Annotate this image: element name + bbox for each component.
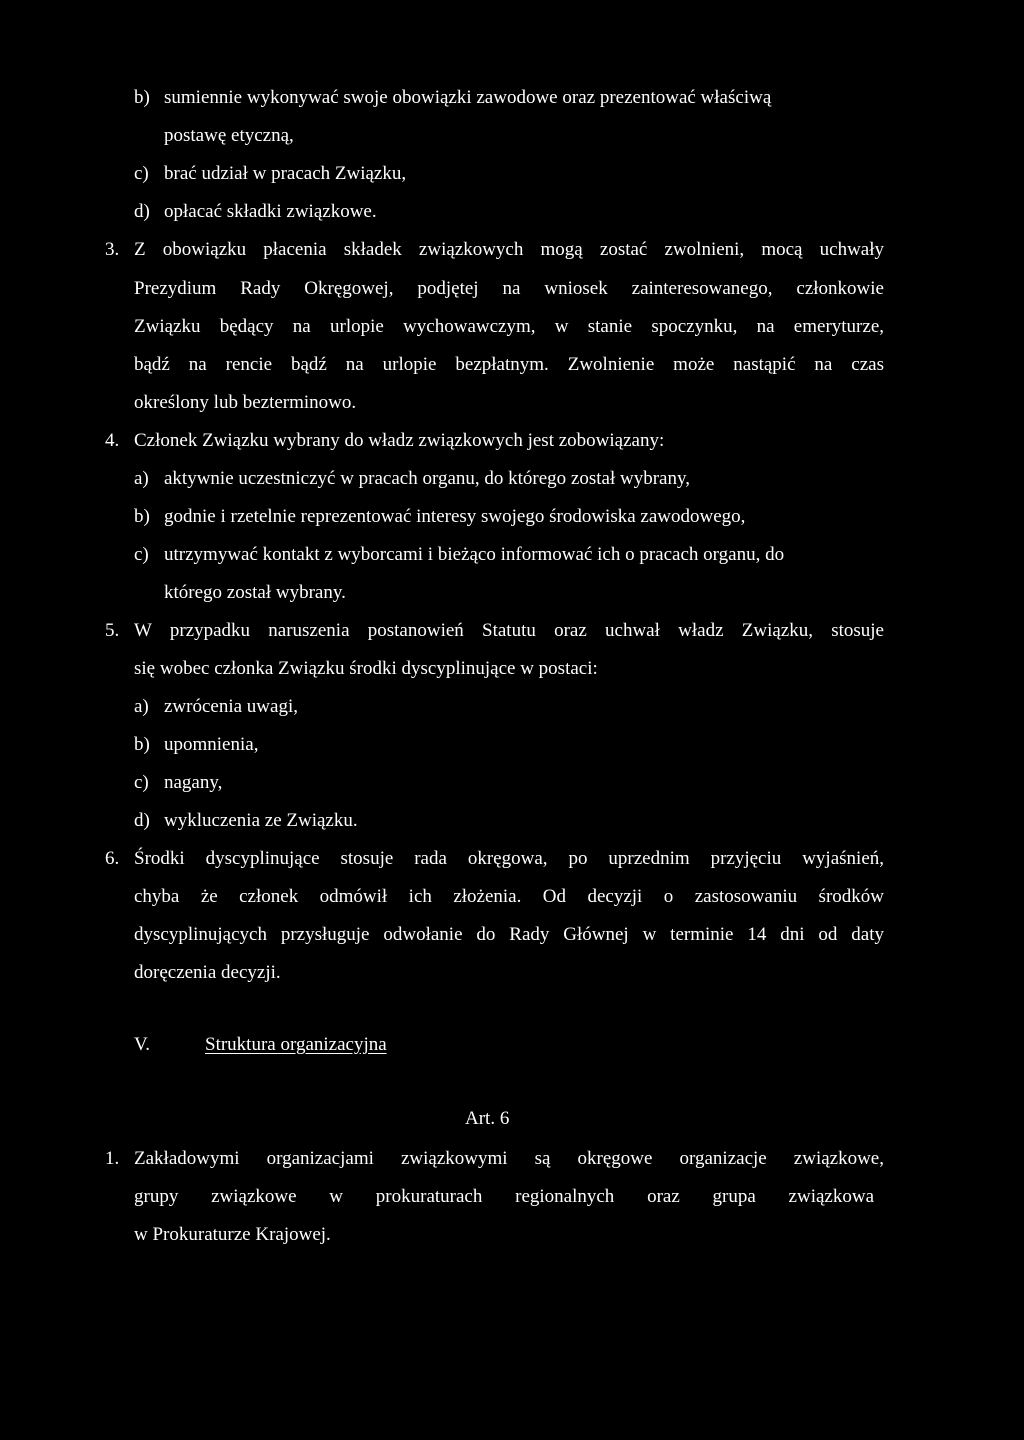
- point-6-line2: chyba że członek odmówił ich złożenia. Od decyzji o zastosowaniu środków: [134, 886, 884, 907]
- art6-point-1-line2: grupy związkowe w prokuraturach regionalnych oraz grupa związkowa: [134, 1186, 874, 1207]
- paragraph-c: brać udział w pracach Związku,: [164, 163, 407, 184]
- point-3-line1: Z obowiązku płacenia składek związkowych mogą zostać zwolnieni, mocą uchwały: [134, 239, 884, 260]
- paragraph-b-line1: sumiennie wykonywać swoje obowiązki zawodowe oraz prezentować właściwą: [164, 87, 772, 108]
- point-5-marker-d: d): [134, 810, 150, 831]
- point-3-number: 3.: [105, 239, 120, 260]
- point-6-line3: dyscyplinujących przysługuje odwołanie do Rady Głównej w terminie 14 dni od daty: [134, 924, 884, 945]
- point-5-marker-a: a): [134, 696, 149, 717]
- point-4-item-c-cont: którego został wybrany.: [164, 582, 346, 603]
- point-5-marker-b: b): [134, 734, 150, 755]
- point-4-marker-b: b): [134, 506, 150, 527]
- list-marker-b: b): [134, 87, 150, 108]
- point-5-line1: W przypadku naruszenia postanowień Statutu oraz uchwał władz Związku, stosuje: [134, 620, 884, 641]
- point-6-line1: Środki dyscyplinujące stosuje rada okręgowa, po uprzednim przyjęciu wyjaśnień,: [134, 848, 884, 869]
- point-4-item-c: utrzymywać kontakt z wyborcami i bieżąco informować ich o pracach organu, do: [164, 544, 785, 565]
- point-5-item-d: wykluczenia ze Związku.: [164, 810, 358, 831]
- point-4-item-b: godnie i rzetelnie reprezentować interesy swojego środowiska zawodowego,: [164, 506, 746, 527]
- point-5-marker-c: c): [134, 772, 149, 793]
- point-3-line4: bądź na rencie bądź na urlopie bezpłatnym. Zwolnienie może nastąpić na czas: [134, 354, 884, 375]
- point-6-line4: doręczenia decyzji.: [134, 962, 281, 983]
- list-marker-d: d): [134, 201, 150, 222]
- paragraph-b-line2: postawę etyczną,: [164, 125, 294, 146]
- point-4-intro: Członek Związku wybrany do władz związkowych jest zobowiązany:: [134, 430, 665, 451]
- article-label: Art. 6: [465, 1108, 510, 1129]
- art6-point-1-line3: w Prokuraturze Krajowej.: [134, 1224, 331, 1245]
- point-4-marker-a: a): [134, 468, 149, 489]
- point-5-line2: się wobec członka Związku środki dyscyplinujące w postaci:: [134, 658, 598, 679]
- art6-point-1-line1: Zakładowymi organizacjami związkowymi są okręgowe organizacje związkowe,: [134, 1148, 884, 1169]
- point-3-line2: Prezydium Rady Okręgowej, podjętej na wniosek zainteresowanego, członkowie: [134, 278, 884, 299]
- point-5-item-a: zwrócenia uwagi,: [164, 696, 298, 717]
- point-3-line3: Związku będący na urlopie wychowawczym, w stanie spoczynku, na emeryturze,: [134, 316, 884, 337]
- point-4-item-a: aktywnie uczestniczyć w pracach organu, do którego został wybrany,: [164, 468, 690, 489]
- point-5-item-b: upomnienia,: [164, 734, 259, 755]
- point-3-line5: określony lub bezterminowo.: [134, 392, 357, 413]
- list-marker-c: c): [134, 163, 149, 184]
- point-5-number: 5.: [105, 620, 120, 641]
- chapter-title: Struktura organizacyjna: [205, 1034, 387, 1055]
- point-5-item-c: nagany,: [164, 772, 223, 793]
- point-4-number: 4.: [105, 430, 120, 451]
- art6-point-1-number: 1.: [105, 1148, 120, 1169]
- point-4-marker-c: c): [134, 544, 149, 565]
- point-6-number: 6.: [105, 848, 120, 869]
- paragraph-d: opłacać składki związkowe.: [164, 201, 377, 222]
- chapter-number: V.: [134, 1034, 151, 1055]
